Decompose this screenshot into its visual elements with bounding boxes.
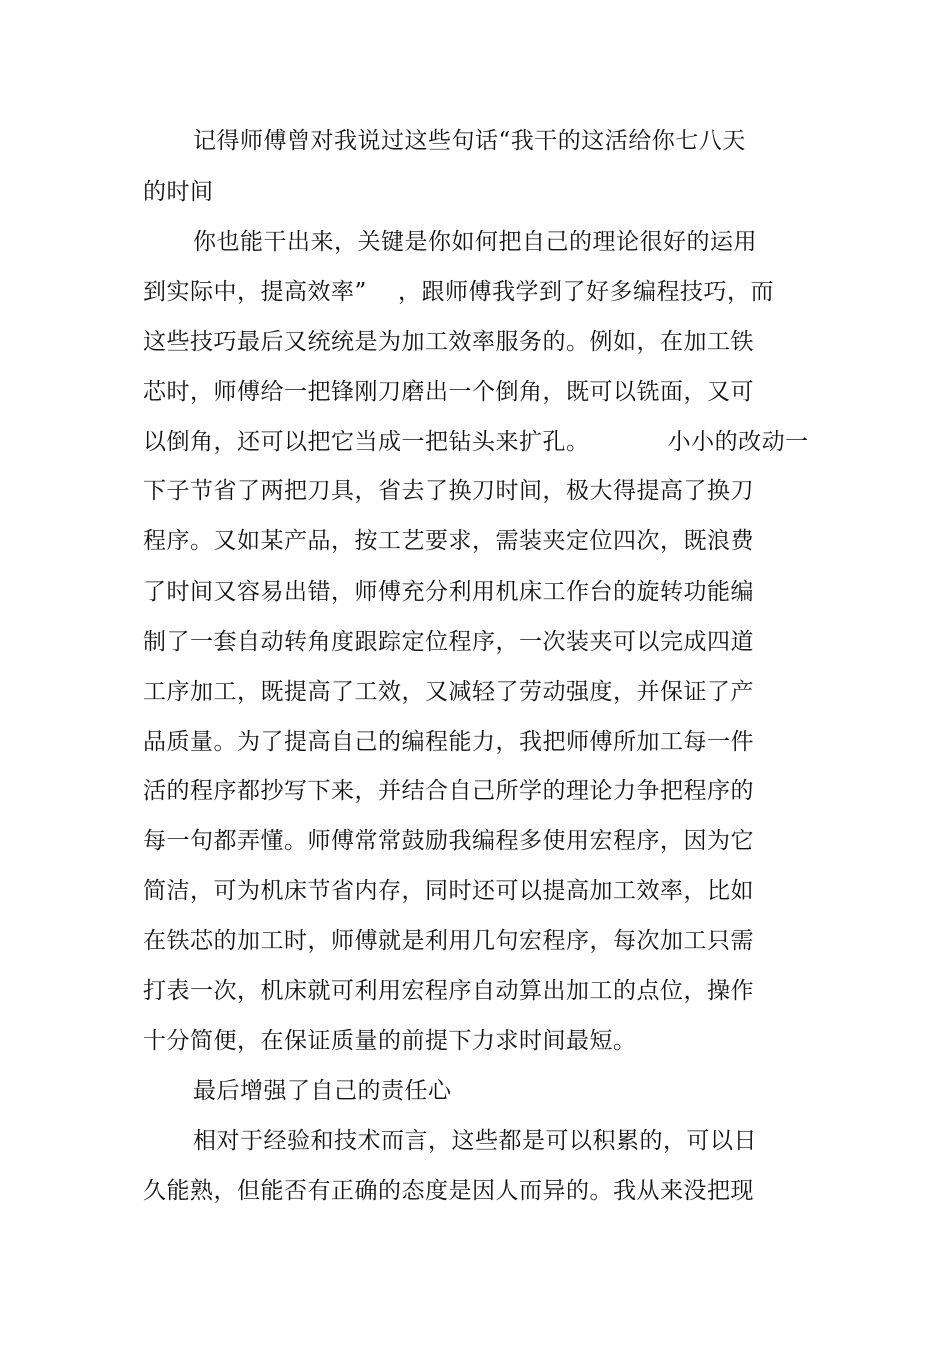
text-line: 打表一次，机床就可利用宏程序自动算出加工的点位，操作 — [143, 978, 754, 1004]
text-line: 程序。又如某产品，按工艺要求，需装夹定位四次，既浪费 — [143, 528, 754, 554]
text-line: 以倒角，还可以把它当成一把钻头来扩孔。 小小的改动一 — [143, 429, 809, 455]
text-line: 久能熟，但能否有正确的态度是因人而异的。我从来没把现 — [143, 1178, 754, 1204]
text-line: 十分简便，在保证质量的前提下力求时间最短。 — [143, 1028, 637, 1054]
text-line: 在铁芯的加工时，师傅就是利用几句宏程序，每次加工只需 — [143, 928, 754, 954]
text-line: 记得师傅曾对我说过这些句话“我干的这活给你七八天 — [193, 128, 746, 154]
text-line: 你也能干出来，关键是你如何把自己的理论很好的运用 — [193, 229, 757, 255]
text-line: 制了一套自动转角度跟踪定位程序，一次装夹可以完成四道 — [143, 629, 754, 655]
text-line: 了时间又容易出错，师傅充分利用机床工作台的旋转功能编 — [143, 579, 754, 605]
text-line: 每一句都弄懂。师傅常常鼓励我编程多使用宏程序，因为它 — [143, 828, 754, 854]
text-line: 的时间 — [143, 179, 214, 205]
text-line: 品质量。为了提高自己的编程能力，我把师傅所加工每一件 — [143, 729, 754, 755]
section-heading: 最后增强了自己的责任心 — [193, 1078, 452, 1104]
text-line: 活的程序都抄写下来，并结合自己所学的理论力争把程序的 — [143, 778, 754, 804]
text-line: 下子节省了两把刀具，省去了换刀时间，极大得提高了换刀 — [143, 478, 754, 504]
text-line: 到实际中，提高效率” ，跟师傅我学到了好多编程技巧，而 — [143, 279, 775, 305]
text-line: 工序加工，既提高了工效，又减轻了劳动强度，并保证了产 — [143, 679, 754, 705]
text-line: 相对于经验和技术而言，这些都是可以积累的，可以日 — [193, 1128, 757, 1154]
text-line: 芯时，师傅给一把锋刚刀磨出一个倒角，既可以铣面，又可 — [143, 379, 754, 405]
text-line: 这些技巧最后又统统是为加工效率服务的。例如，在加工铁 — [143, 329, 754, 355]
text-line: 简洁，可为机床节省内存，同时还可以提高加工效率，比如 — [143, 878, 754, 904]
